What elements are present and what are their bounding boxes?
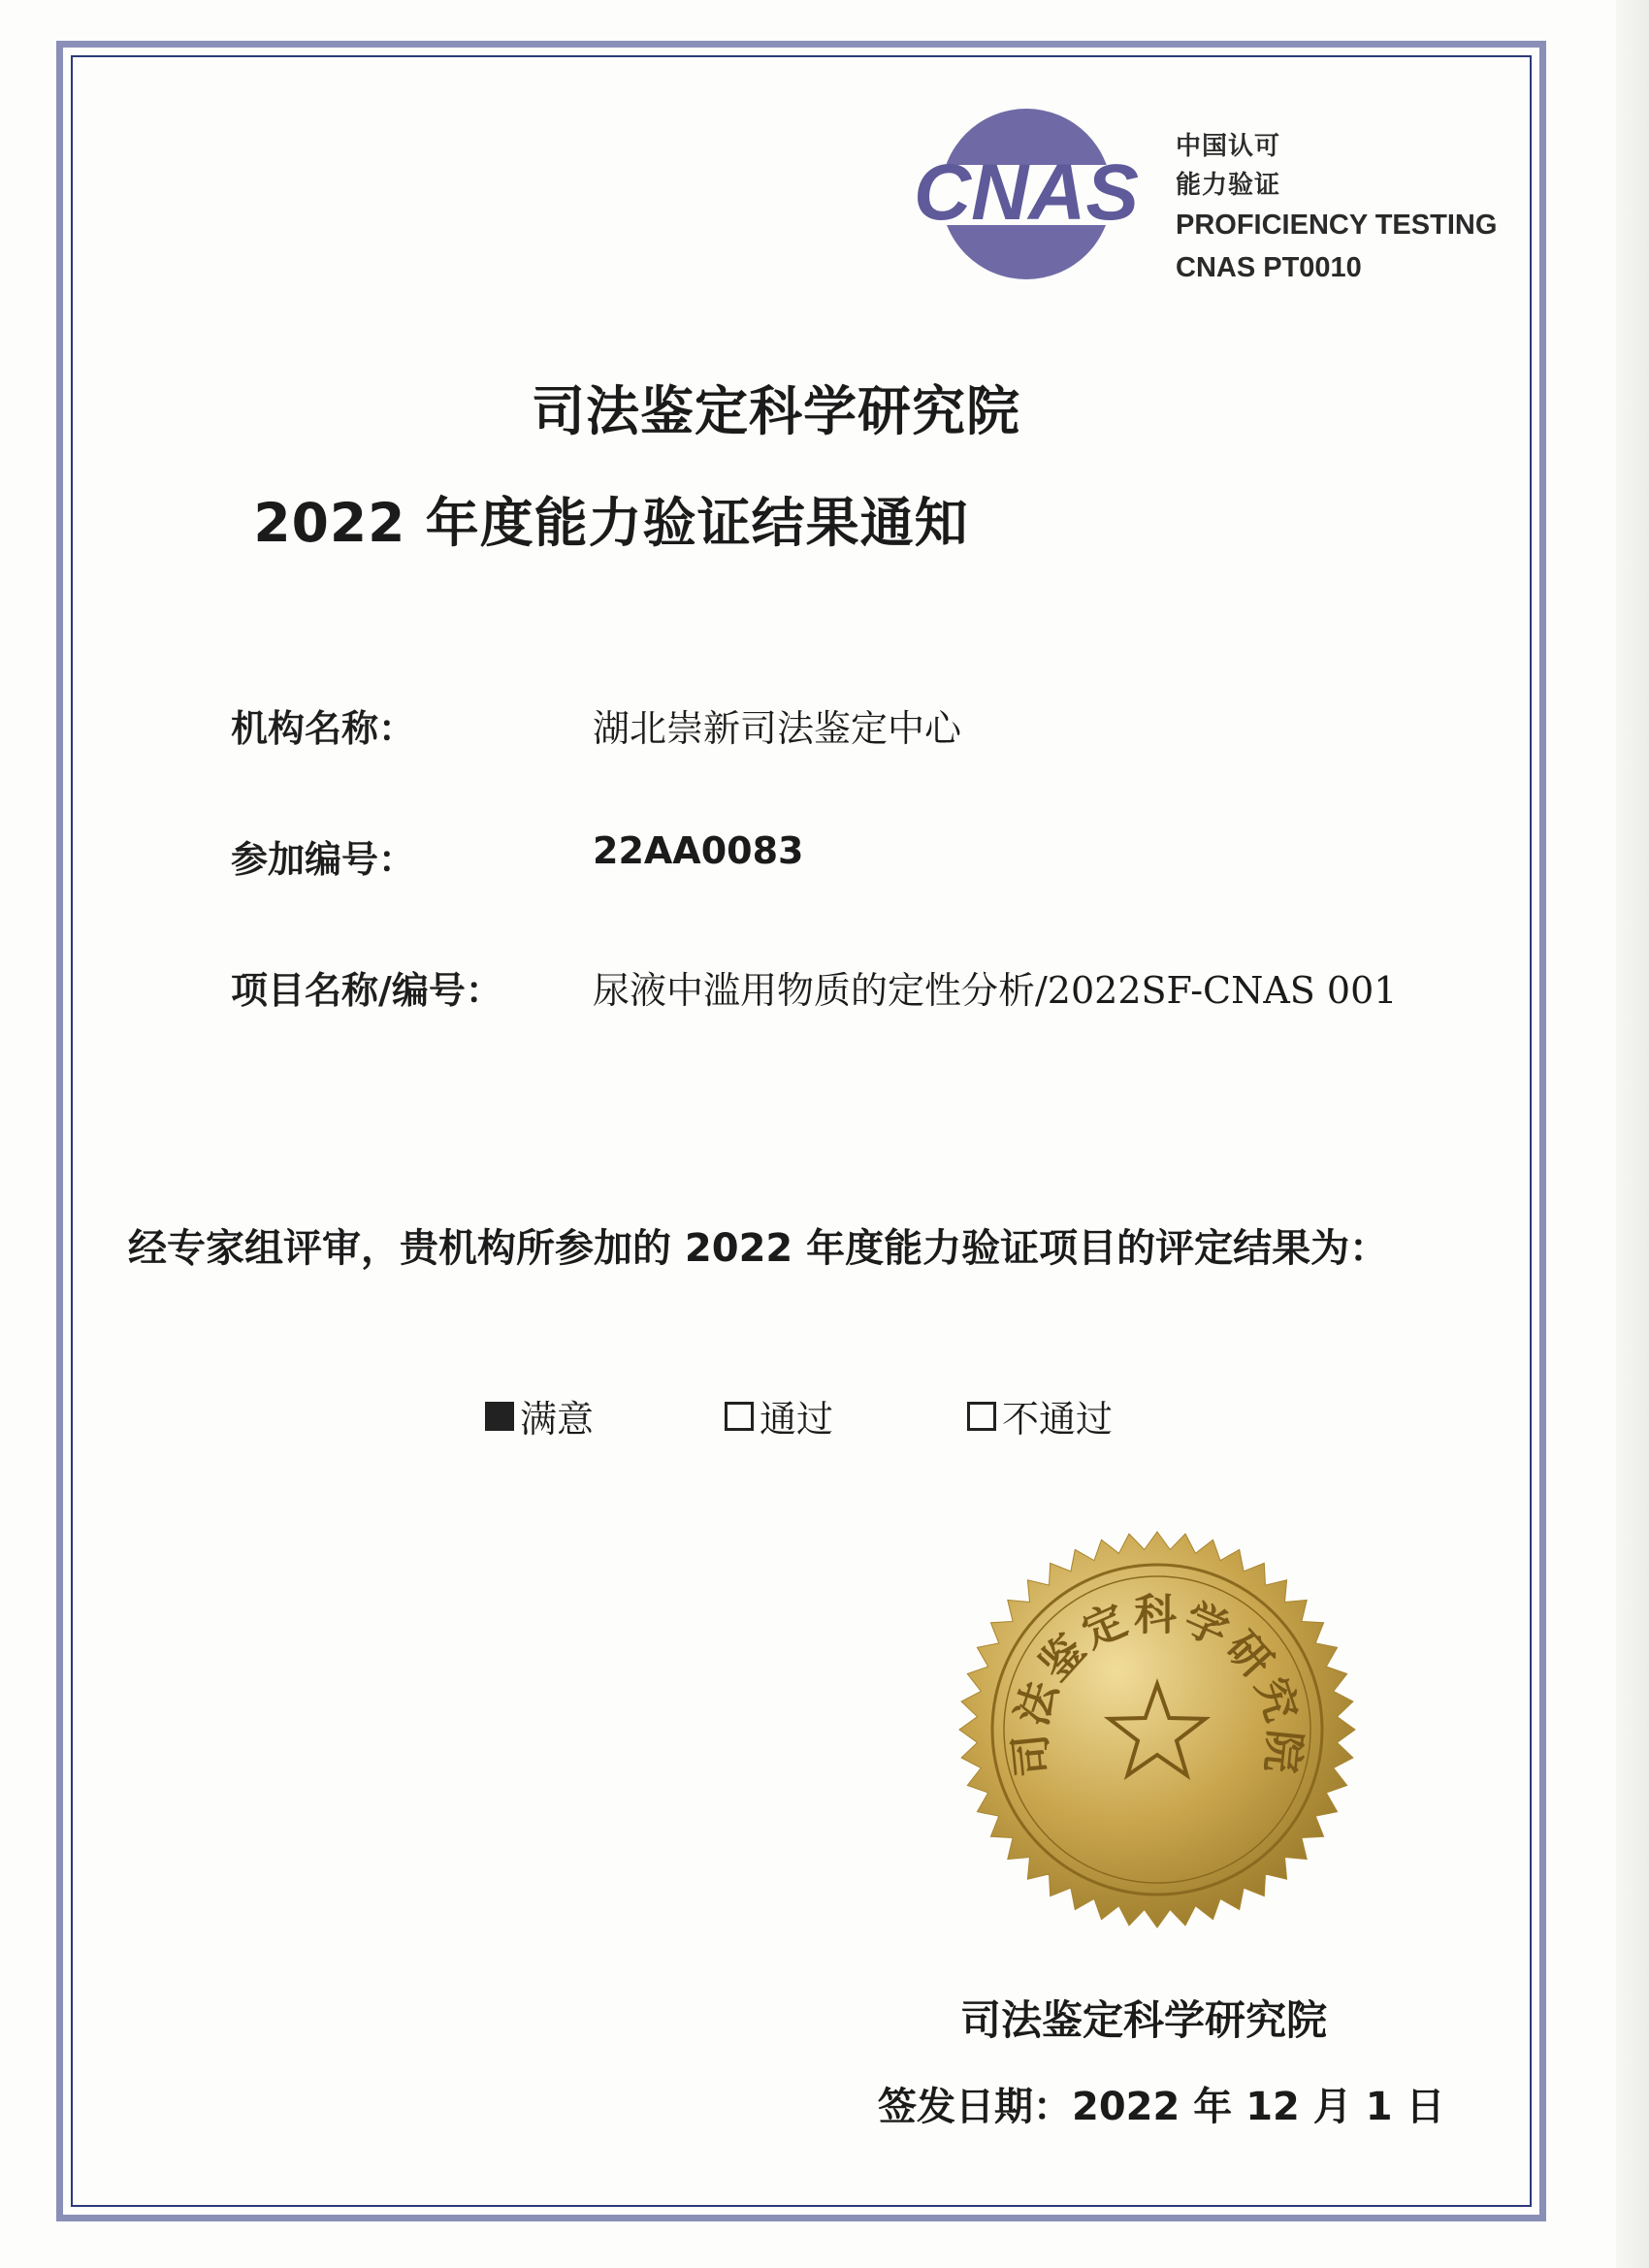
option-pass bbox=[725, 1389, 833, 1442]
logo-cn-line2: 能力验证 bbox=[1176, 170, 1281, 199]
issuer-name: 司法鉴定科学研究院 bbox=[960, 1996, 1328, 2044]
logo-en-line1: PROFICIENCY TESTING bbox=[1176, 210, 1498, 241]
issue-date-year-unit: 年 bbox=[1180, 2085, 1246, 2129]
issue-date-year: 2022 bbox=[1072, 2085, 1180, 2129]
field-project-label: 项目名称/编号： bbox=[231, 969, 502, 1012]
title-notice: 2022 年度能力验证结果通知 bbox=[253, 492, 969, 554]
field-project-value: 尿液中滥用物质的定性分析/2022SF-CNAS 001 bbox=[593, 969, 1398, 1012]
option-fail-label: 不通过 bbox=[1002, 1398, 1114, 1441]
field-institution bbox=[231, 698, 962, 752]
logo-mark-text: CNAS bbox=[914, 148, 1139, 237]
option-satisfactory-label: 满意 bbox=[520, 1398, 595, 1441]
cnas-logo bbox=[910, 97, 1143, 291]
result-statement: 经专家组评审，贵机构所参加的 2022 年度能力验证项目的评定结果为： bbox=[128, 1226, 1389, 1271]
field-participant-id-label: 参加编号： bbox=[231, 838, 416, 881]
seal-text: 司法鉴定科学研究院 bbox=[1005, 1590, 1310, 1779]
logo-cn-line1: 中国认可 bbox=[1176, 131, 1281, 160]
issue-date-day: 1 bbox=[1365, 2085, 1393, 2129]
option-fail bbox=[967, 1389, 1113, 1442]
logo-en-line2: CNAS PT0010 bbox=[1176, 252, 1362, 283]
option-pass-label: 通过 bbox=[760, 1398, 834, 1441]
field-participant-id bbox=[231, 829, 804, 883]
issue-date-label: 签发日期： bbox=[878, 2085, 1072, 2129]
issue-date-month: 12 bbox=[1245, 2085, 1300, 2129]
option-pass-checkbox bbox=[725, 1402, 754, 1431]
paper-edge bbox=[1616, 0, 1649, 2268]
title-issuer: 司法鉴定科学研究院 bbox=[531, 380, 1020, 442]
field-institution-label: 机构名称： bbox=[231, 707, 416, 750]
field-participant-id-value: 22AA0083 bbox=[593, 829, 804, 872]
field-project bbox=[231, 960, 1398, 1014]
field-institution-value: 湖北崇新司法鉴定中心 bbox=[593, 707, 962, 750]
option-satisfactory bbox=[485, 1389, 594, 1442]
gold-seal bbox=[958, 1531, 1356, 1928]
issue-date-month-unit: 月 bbox=[1299, 2085, 1366, 2129]
logo-caption bbox=[1176, 126, 1497, 289]
issue-date bbox=[878, 2076, 1445, 2131]
option-satisfactory-checkbox bbox=[485, 1402, 514, 1431]
option-fail-checkbox bbox=[967, 1402, 996, 1431]
issue-date-day-unit: 日 bbox=[1392, 2085, 1445, 2129]
